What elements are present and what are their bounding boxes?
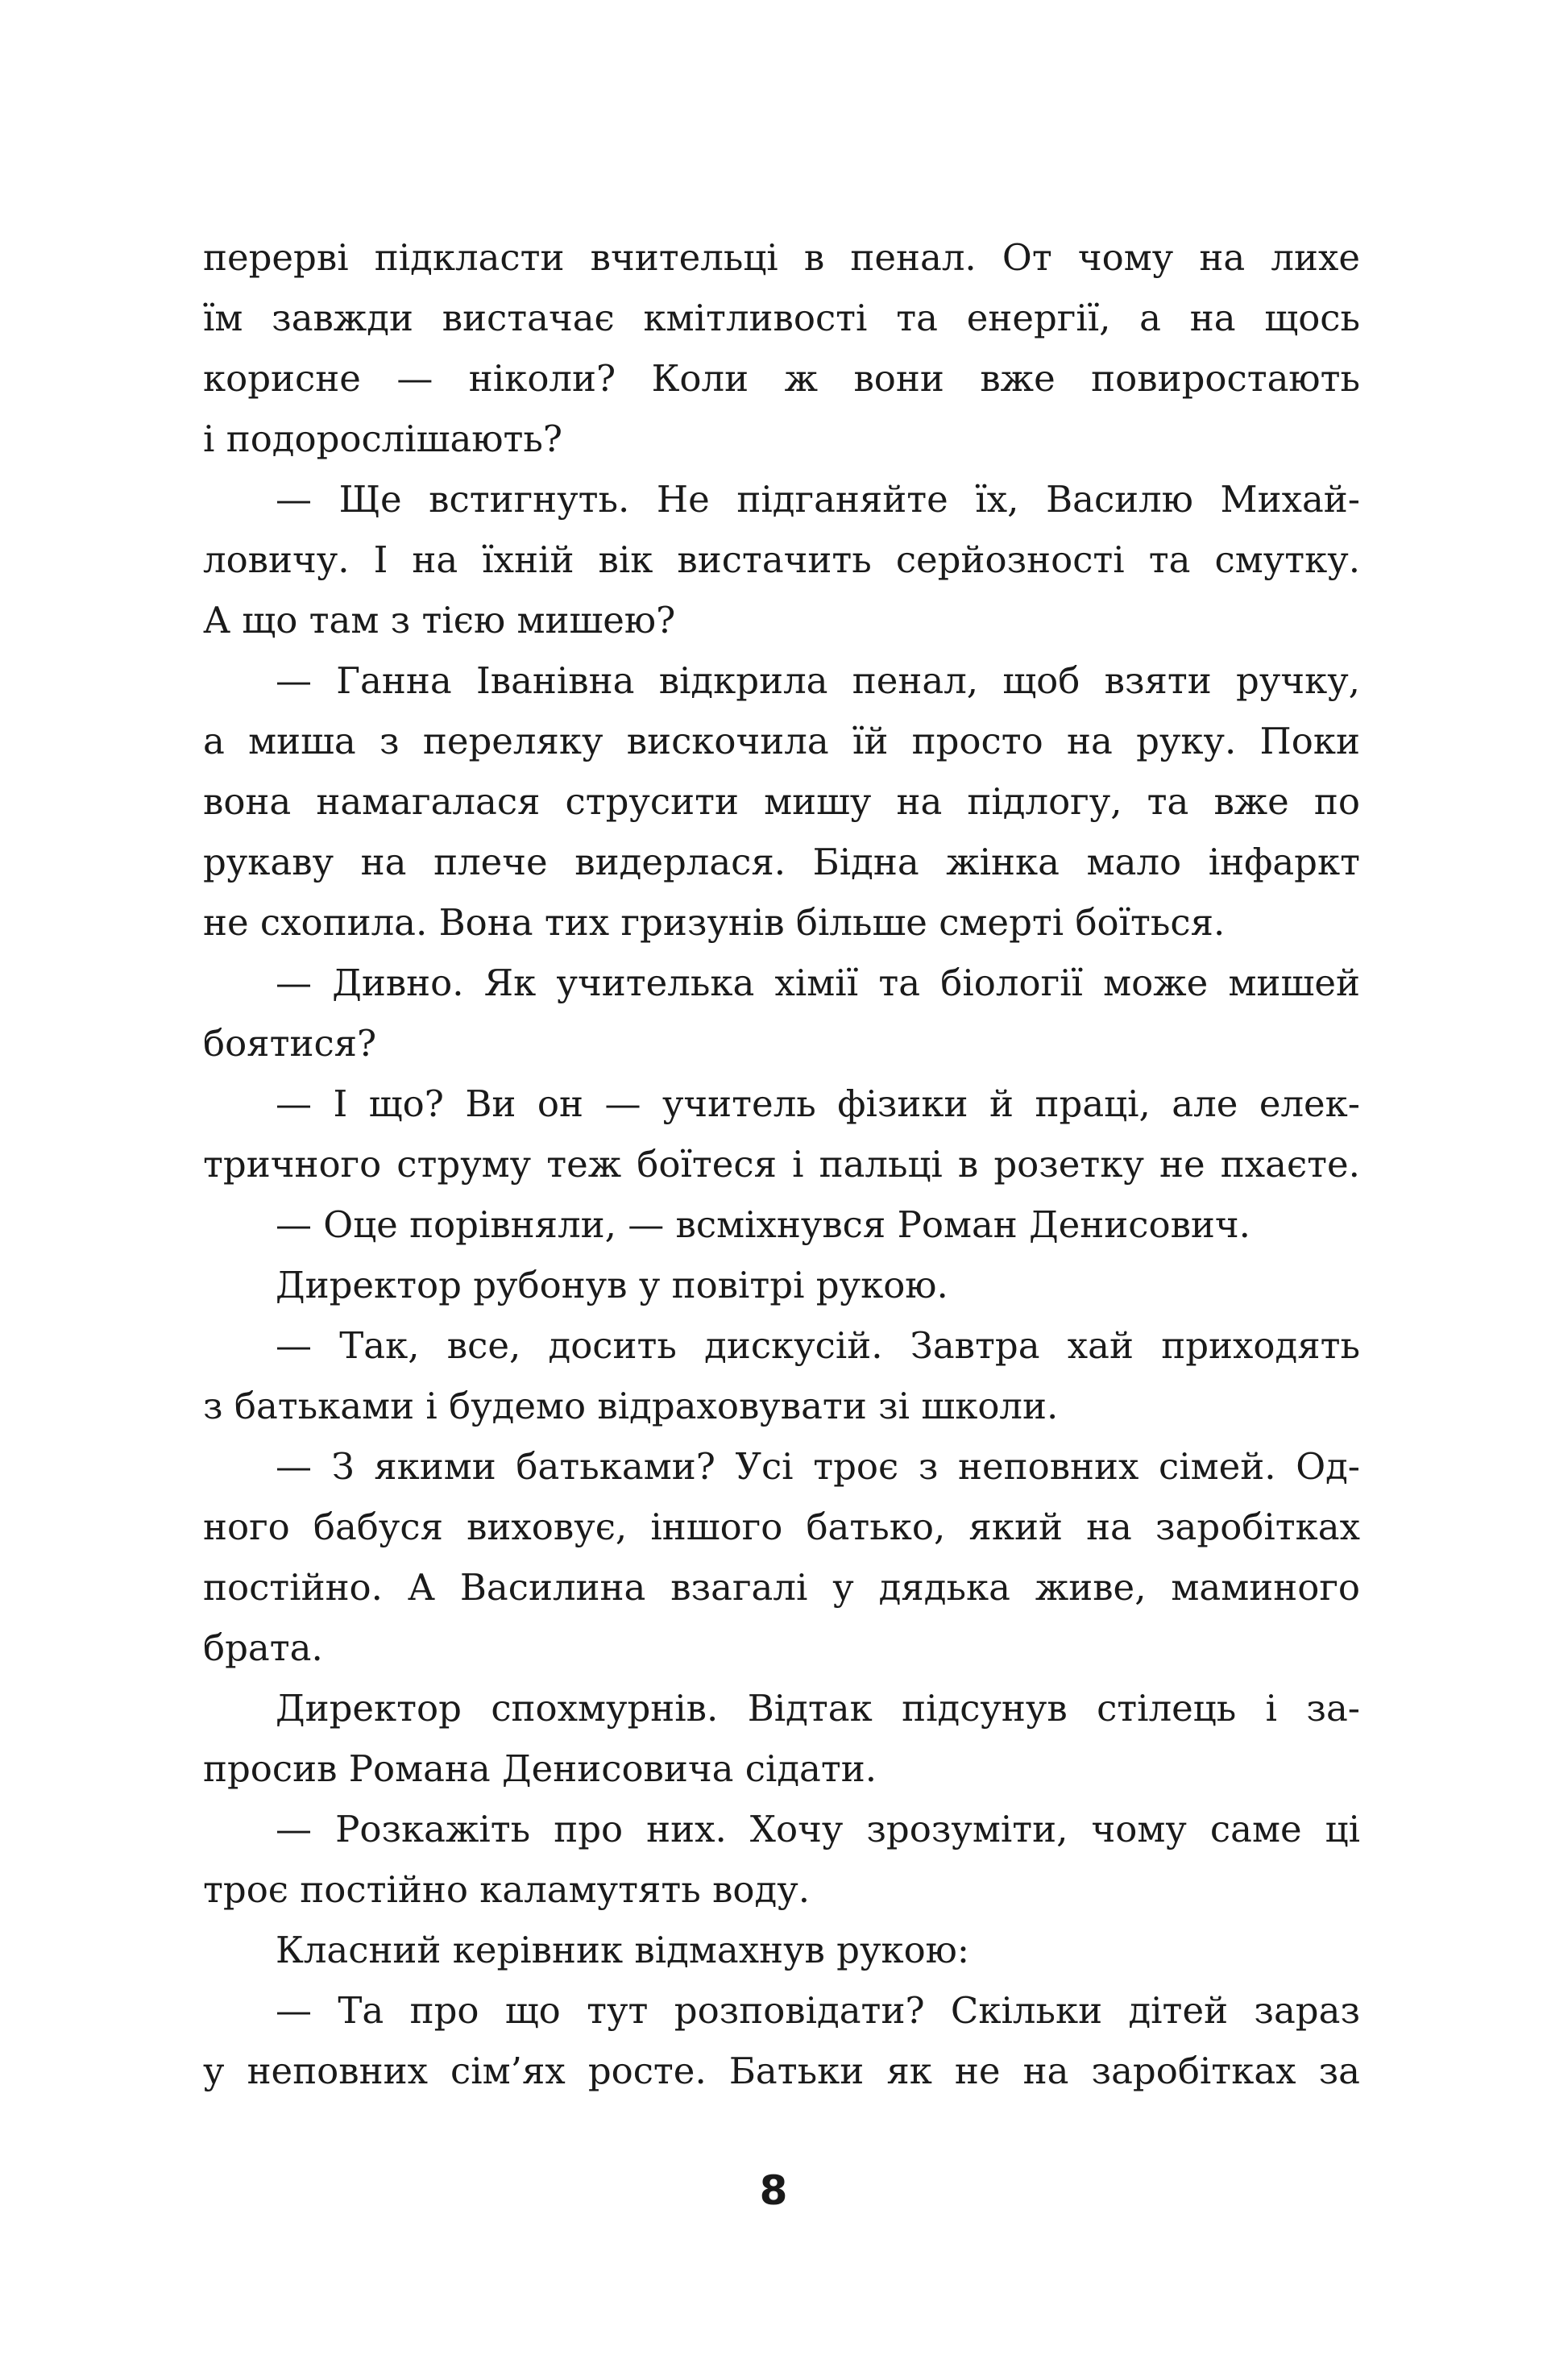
text-line: вона намагалася струсити мишу на підлогу, та вже по (203, 780, 1360, 823)
text-line: а миша з переляку вискочила їй просто на руку. Поки (203, 720, 1360, 762)
text-line: боятися? (203, 1022, 377, 1065)
text-line: — Так, все, досить дискусій. Завтра хай приходять (276, 1324, 1360, 1367)
text-line: Директор рубонув у повітрі рукою. (276, 1264, 948, 1306)
text-line: — Ганна Іванівна відкрила пенал, щоб взяти ручку, (276, 659, 1360, 702)
text-line: у неповних сім’ях росте. Батьки як не на заробітках за (203, 2050, 1360, 2092)
text-line: їм завжди вистачає кмітливості та енергії, а на щось (203, 297, 1360, 339)
text-line: — Ще встигнуть. Не підганяйте їх, Василю Михай- (276, 478, 1360, 521)
text-line: ного бабуся виховує, іншого батько, який на заробітках (203, 1506, 1360, 1548)
text-line: корисне — ніколи? Коли ж вони вже повиростають (203, 357, 1360, 400)
text-line: троє постійно каламутять воду. (203, 1868, 811, 1911)
page-number: 8 (759, 2167, 788, 2214)
text-line: просив Романа Денисовича сідати. (203, 1747, 877, 1790)
text-line: і подорослішають? (203, 417, 563, 460)
text-line: — Розкажіть про них. Хочу зрозуміти, чому саме ці (276, 1808, 1360, 1850)
text-line: Класний керівник відмахнув рукою: (276, 1929, 970, 1971)
text-line: не схопила. Вона тих гризунів більше смерті боїться. (203, 901, 1226, 944)
text-line: тричного струму теж боїтеся і пальці в розетку не пхаєте. (203, 1143, 1360, 1186)
text-line: брата. (203, 1626, 323, 1669)
text-line: перерві підкласти вчительці в пенал. От чому на лихе (203, 236, 1360, 279)
text-line: — Дивно. Як учителька хімії та біології може мишей (276, 962, 1360, 1004)
text-line: рукаву на плече видерлася. Бідна жінка мало інфаркт (203, 841, 1360, 883)
text-line: постійно. А Василина взагалі у дядька живе, маминого (203, 1566, 1360, 1609)
text-line: — Оце порівняли, — всміхнувся Роман Денисович. (276, 1203, 1250, 1246)
text-line: Директор спохмурнів. Відтак підсунув стілець і за- (276, 1687, 1360, 1730)
text-line: — І що? Ви он — учитель фізики й праці, але елек- (276, 1082, 1360, 1125)
text-line: — З якими батьками? Усі троє з неповних сімей. Од- (276, 1445, 1360, 1488)
text-line: ловичу. І на їхній вік вистачить серйозності та смутку. (203, 538, 1360, 581)
text-line: А що там з тією мишею? (203, 599, 676, 642)
body-text (203, 227, 1360, 2101)
text-line: — Та про що тут розповідати? Скільки дітей зараз (276, 1989, 1360, 2032)
text-line: з батьками і будемо відраховувати зі школи. (203, 1385, 1059, 1427)
